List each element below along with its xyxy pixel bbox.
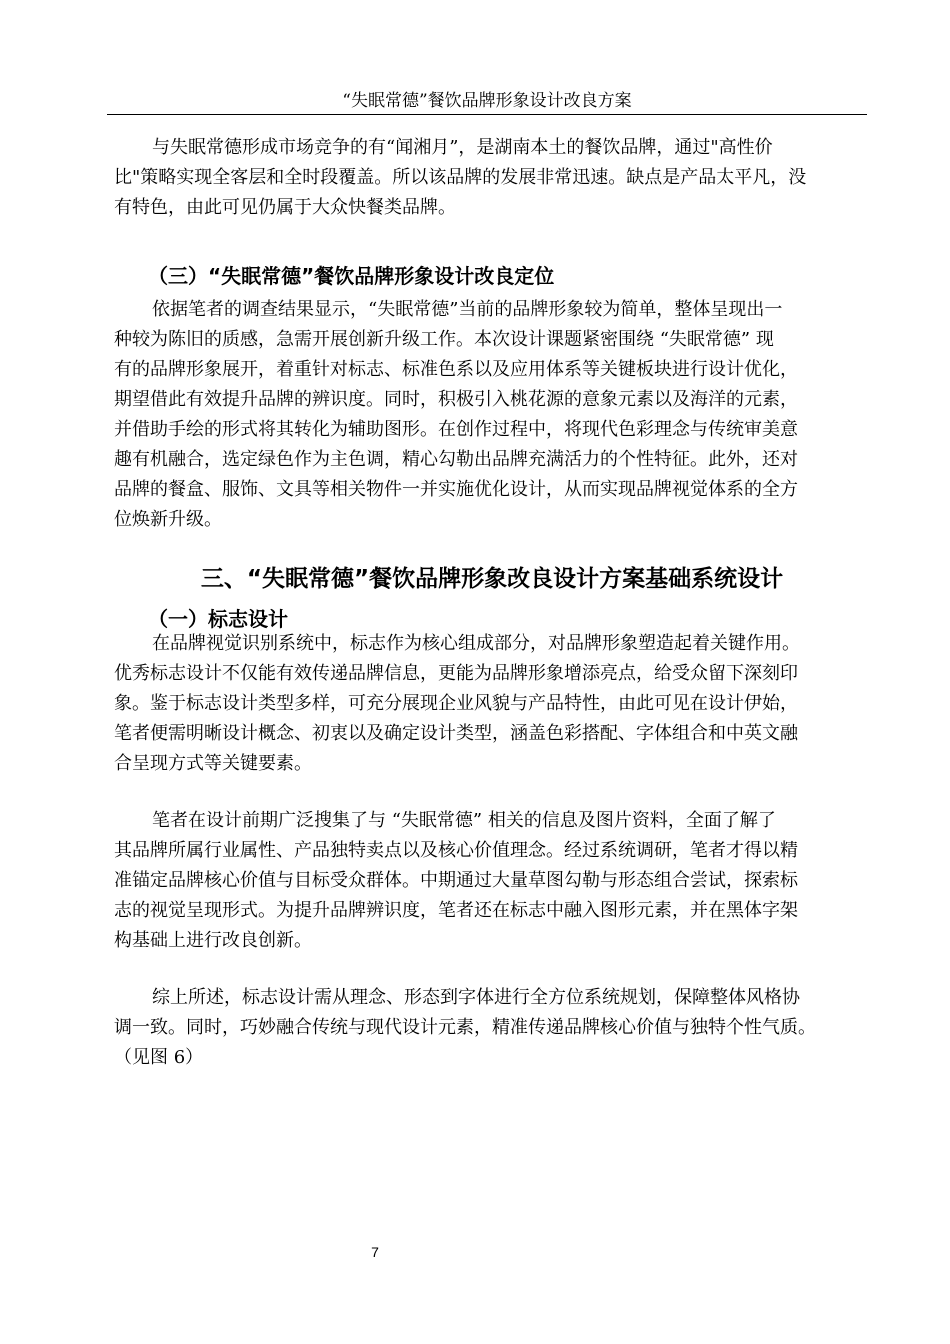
text-line: 在品牌视觉识别系统中，标志作为核心组成部分，对品牌形象塑造起着关键作用。 xyxy=(152,633,800,654)
text-line: 合呈现方式等关键要素。 xyxy=(114,753,312,774)
logo-paragraph-2 xyxy=(114,806,866,956)
chapter-heading: 三、“失眠常德”餐饮品牌形象改良设计方案基础系统设计 xyxy=(200,566,784,592)
text-line: 优秀标志设计不仅能有效传递品牌信息，更能为品牌形象增添亮点，给受众留下深刻印 xyxy=(114,663,798,684)
text-line: 其品牌所属行业属性、产品独特卖点以及核心价值理念。经过系统调研，笔者才得以精 xyxy=(114,840,798,861)
text-line: 有的品牌形象展开，着重针对标志、标准色系以及应用体系等关键板块进行设计优化， xyxy=(114,359,798,380)
text-line: 位焕新升级。 xyxy=(114,509,222,530)
section-heading-positioning: （三）“失眠常德”餐饮品牌形象设计改良定位 xyxy=(148,264,555,288)
text-line: 与失眠常德形成市场竞争的有“闻湘月”，是湖南本土的餐饮品牌，通过"高性价 xyxy=(152,137,773,158)
text-line: 种较为陈旧的质感，急需开展创新升级工作。本次设计课题紧密围绕 “失眠常德” 现 xyxy=(114,329,774,350)
text-line: 构基础上进行改良创新。 xyxy=(114,930,312,951)
text-line: 象。鉴于标志设计类型多样，可充分展现企业风貌与产品特性，由此可见在设计伊始， xyxy=(114,693,798,714)
logo-paragraph-3 xyxy=(114,983,866,1073)
logo-paragraph-1 xyxy=(114,629,866,779)
page-number: 7 xyxy=(371,1244,379,1260)
section-heading-logo: （一）标志设计 xyxy=(148,607,288,631)
text-line: 笔者在设计前期广泛搜集了与 “失眠常德” 相关的信息及图片资料，全面了解了 xyxy=(152,810,776,831)
running-header: “失眠常德”餐饮品牌形象设计改良方案 xyxy=(342,91,632,111)
text-line: 期望借此有效提升品牌的辨识度。同时，积极引入桃花源的意象元素以及海洋的元素， xyxy=(114,389,798,410)
text-line: 综上所述，标志设计需从理念、形态到字体进行全方位系统规划，保障整体风格协 xyxy=(152,987,800,1008)
text-line: 志的视觉呈现形式。为提升品牌辨识度，笔者还在标志中融入图形元素，并在黑体字架 xyxy=(114,900,798,921)
text-line: 品牌的餐盒、服饰、文具等相关物件一并实施优化设计，从而实现品牌视觉体系的全方 xyxy=(114,479,798,500)
text-line: （见图 6） xyxy=(114,1047,204,1068)
text-line: 调一致。同时，巧妙融合传统与现代设计元素，精准传递品牌核心价值与独特个性气质。 xyxy=(114,1017,816,1038)
header-divider xyxy=(107,114,867,115)
intro-paragraph xyxy=(114,133,866,223)
text-line: 笔者便需明晰设计概念、初衷以及确定设计类型，涵盖色彩搭配、字体组合和中英文融 xyxy=(114,723,798,744)
positioning-paragraph xyxy=(114,295,866,535)
text-line: 准锚定品牌核心价值与目标受众群体。中期通过大量草图勾勒与形态组合尝试，探索标 xyxy=(114,870,798,891)
text-line: 依据笔者的调查结果显示，“失眠常德”当前的品牌形象较为简单，整体呈现出一 xyxy=(152,299,783,320)
text-line: 并借助手绘的形式将其转化为辅助图形。在创作过程中，将现代色彩理念与传统审美意 xyxy=(114,419,798,440)
text-line: 有特色，由此可见仍属于大众快餐类品牌。 xyxy=(114,197,456,218)
text-line: 比"策略实现全客层和全时段覆盖。所以该品牌的发展非常迅速。缺点是产品太平凡，没 xyxy=(114,167,807,188)
text-line: 趣有机融合，选定绿色作为主色调，精心勾勒出品牌充满活力的个性特征。此外，还对 xyxy=(114,449,798,470)
